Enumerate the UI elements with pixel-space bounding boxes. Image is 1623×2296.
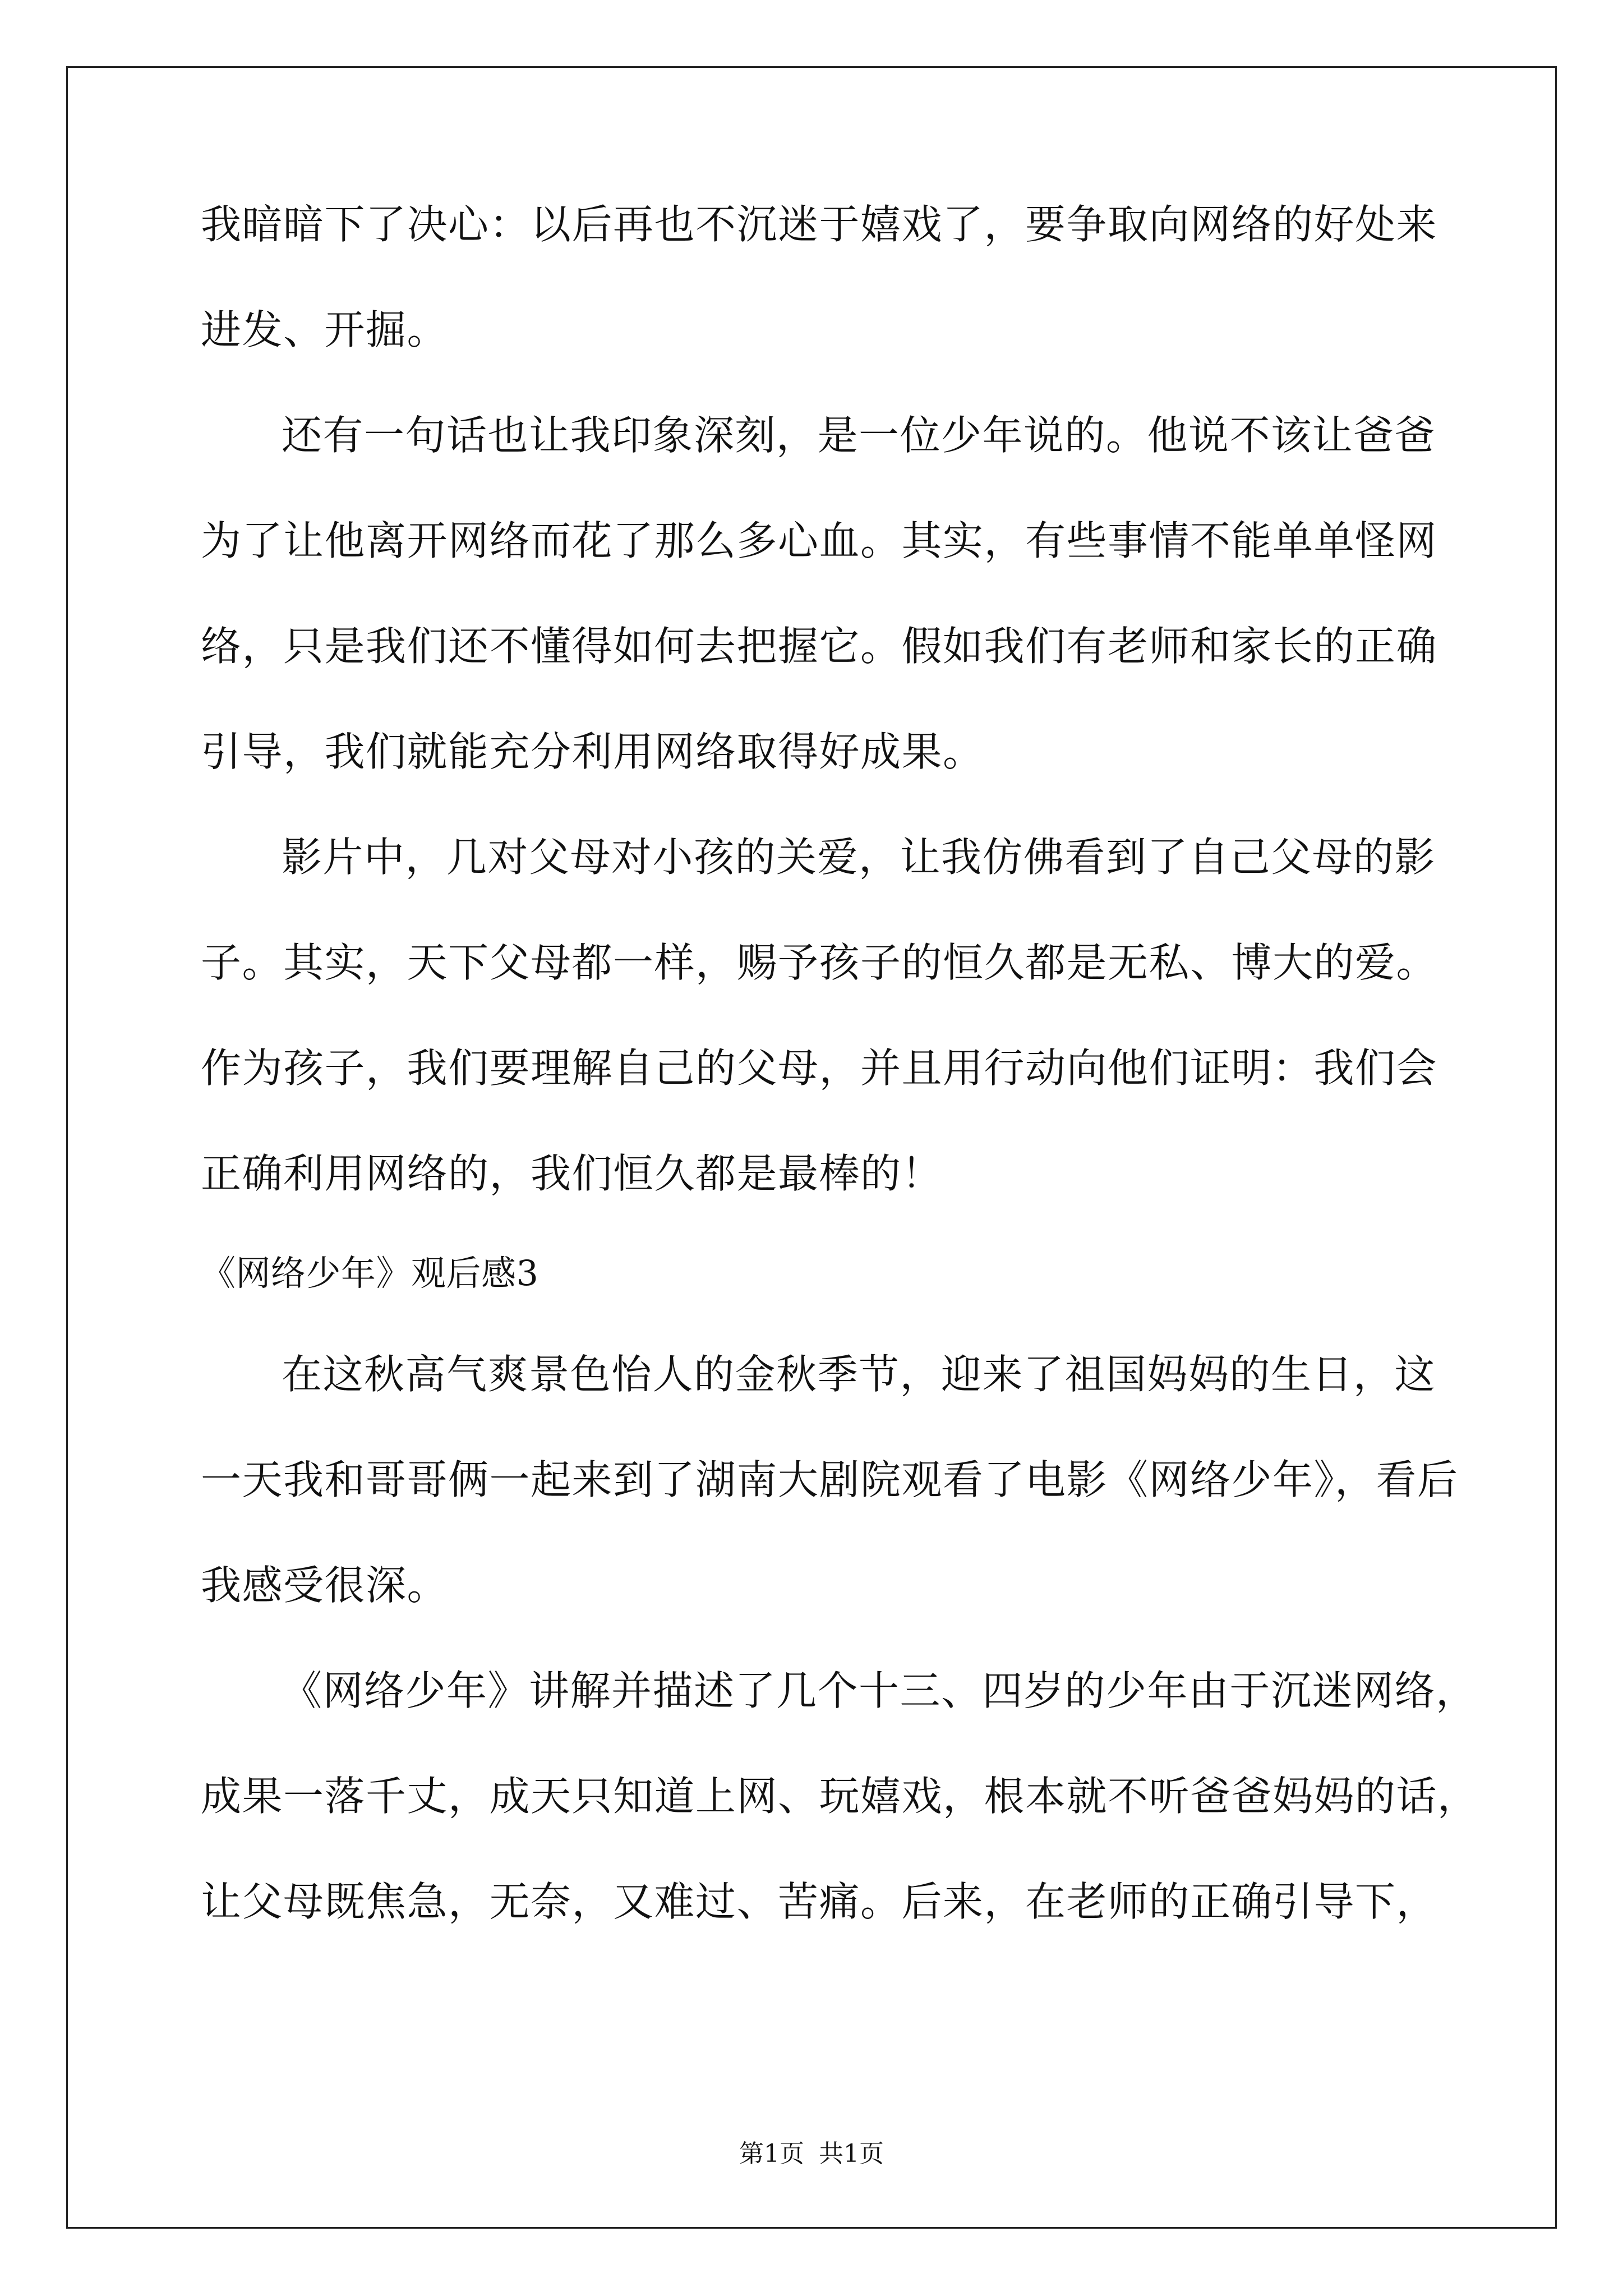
text-line: 影片中，几对父母对小孩的关爱，让我仿佛看到了自己父母的影 [282, 834, 1436, 881]
page-total: 共1页 [819, 2139, 884, 2168]
text-line: 一天我和哥哥俩一起来到了湖南大剧院观看了电影《网络少年》，看后 [201, 1456, 1459, 1503]
text-line: 成果一落千丈，成天只知道上网、玩嬉戏，根本就不听爸爸妈妈的话， [201, 1773, 1479, 1820]
text-line: 还有一句话也让我印象深刻，是一位少年说的。他说不该让爸爸 [282, 412, 1436, 459]
text-line: 我暗暗下了决心：以后再也不沉迷于嬉戏了，要争取向网络的好处来 [201, 201, 1438, 248]
text-line: 作为孩子，我们要理解自己的父母，并且用行动向他们证明：我们会 [201, 1045, 1438, 1092]
text-line: 进发、开掘。 [201, 306, 449, 353]
text-line: 引导，我们就能充分利用网络取得好成果。 [201, 728, 984, 775]
text-line: 子。其实，天下父母都一样，赐予孩子的恒久都是无私、博大的爱。 [201, 939, 1438, 986]
text-line: 络，只是我们还不懂得如何去把握它。假如我们有老师和家长的正确 [201, 623, 1438, 670]
section-heading: 《网络少年》观后感3 [201, 1253, 539, 1294]
text-line: 正确利用网络的，我们恒久都是最棒的！ [201, 1150, 943, 1197]
page-number: 第1页 [739, 2139, 804, 2168]
text-line: 为了让他离开网络而花了那么多心血。其实，有些事情不能单单怪网 [201, 517, 1438, 564]
text-line: 让父母既焦急，无奈，又难过、苦痛。后来，在老师的正确引导下， [201, 1878, 1438, 1925]
text-line: 我感受很深。 [201, 1562, 449, 1609]
page-footer [0, 2137, 1623, 2171]
text-line: 在这秋高气爽景色怡人的金秋季节，迎来了祖国妈妈的生日，这 [282, 1351, 1436, 1398]
text-line: 《网络少年》讲解并描述了几个十三、四岁的少年由于沉迷网络， [282, 1667, 1477, 1714]
